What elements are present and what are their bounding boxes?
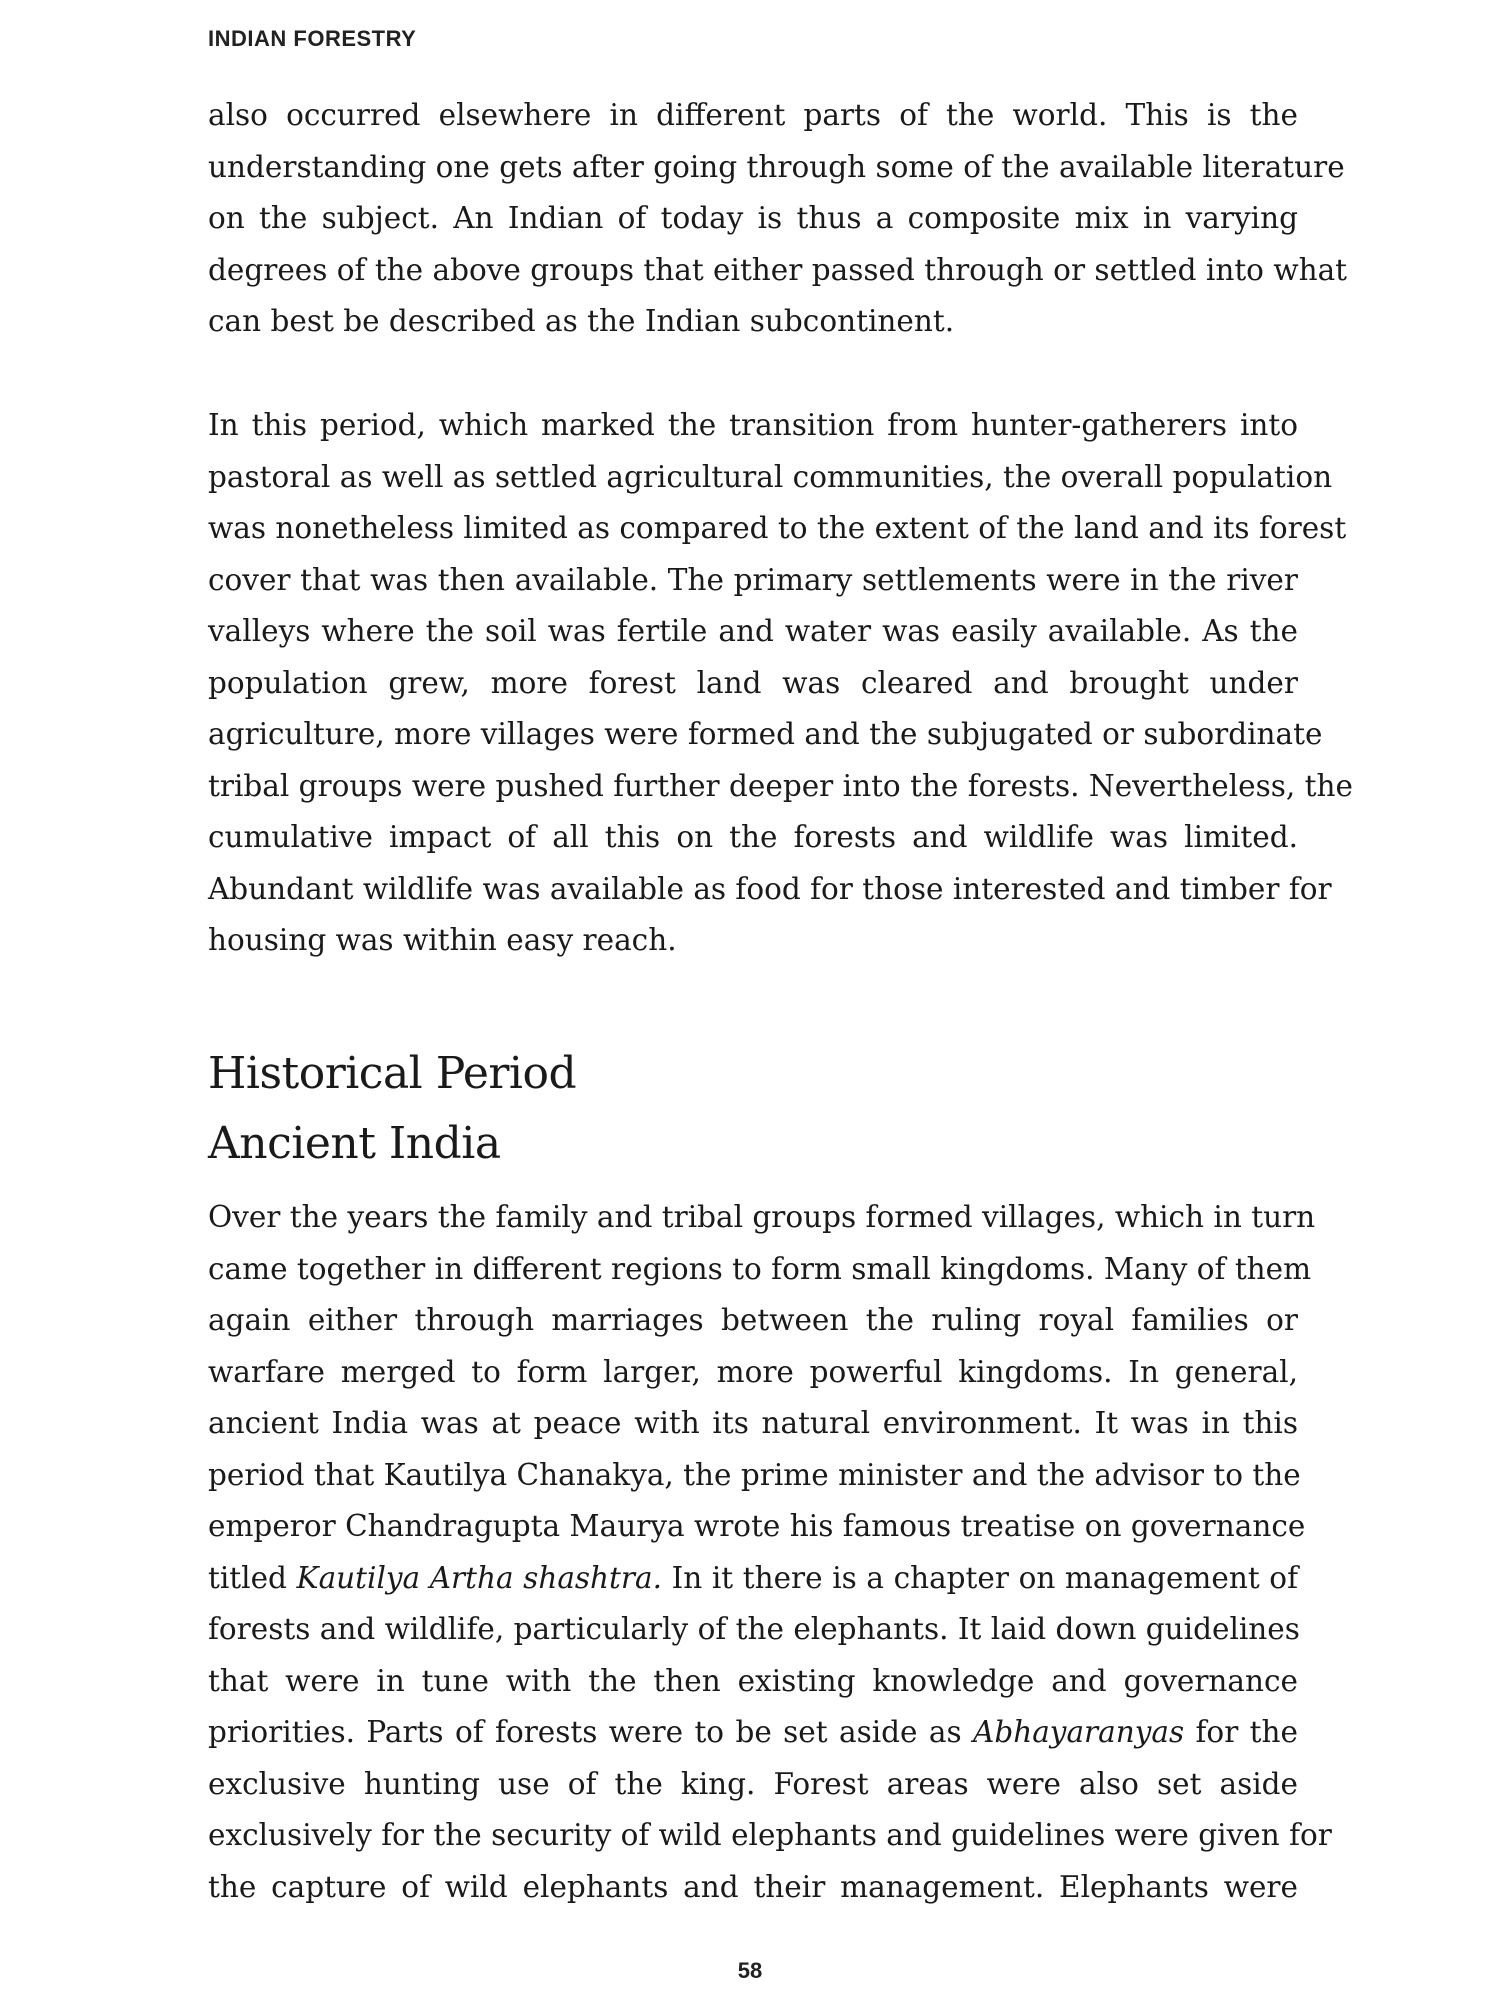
text-line: Abundant wildlife was available as food for those interested and timber for — [208, 871, 1332, 906]
text-line: Over the years the family and tribal groups formed villages, which in turn — [208, 1200, 1316, 1234]
text-line: the capture of wild elephants and their management. Elephants were — [208, 1869, 1298, 1904]
text-line: on the subject. An Indian of today is thus a composite mix in varying — [208, 201, 1298, 235]
paragraph-2 — [208, 400, 1353, 967]
text-line: exclusively for the security of wild elephants and guidelines were given for — [208, 1818, 1332, 1852]
paragraph-3 — [208, 1192, 1332, 1913]
text-line: that were in tune with the then existing knowledge and governance — [208, 1663, 1298, 1698]
text-line: pastoral as well as settled agricultural communities, the overall population — [208, 459, 1333, 494]
text-line: In this period, which marked the transition from hunter-gatherers into — [208, 408, 1298, 442]
text-line: valleys where the soil was fertile and water was easily available. As the — [208, 614, 1298, 648]
text-line: population grew, more forest land was cleared and brought under — [208, 665, 1298, 700]
italic-term: Abhayaranyas — [973, 1715, 1185, 1749]
text-line: agriculture, more villages were formed and the subjugated or subordinate — [208, 717, 1323, 751]
text-line — [208, 1707, 1298, 1759]
text-line: period that Kautilya Chanakya, the prime minister and the advisor to the — [208, 1457, 1301, 1492]
text-line: also occurred elsewhere in different parts of the world. This is the — [208, 98, 1298, 132]
text-segment: titled — [208, 1560, 297, 1595]
text-line — [208, 1553, 1298, 1605]
text-line: can best be described as the Indian subcontinent. — [208, 304, 955, 338]
section-heading: Historical Period — [208, 1048, 577, 1099]
text-segment: for the — [1184, 1715, 1298, 1749]
text-line: cumulative impact of all this on the forests and wildlife was limited. — [208, 820, 1298, 854]
text-segment: priorities. Parts of forests were to be set aside as — [208, 1715, 974, 1749]
text-line: cover that was then available. The primary settlements were in the river — [208, 562, 1298, 597]
text-line: housing was within easy reach. — [208, 923, 677, 957]
text-line: exclusive hunting use of the king. Forest areas were also set aside — [208, 1766, 1298, 1801]
text-line: understanding one gets after going through some of the available literature — [208, 149, 1345, 184]
italic-title: Kautilya Artha shashtra. — [296, 1560, 662, 1595]
text-line: came together in different regions to form small kingdoms. Many of them — [208, 1251, 1312, 1286]
text-line: again either through marriages between the ruling royal families or — [208, 1303, 1298, 1337]
text-line: degrees of the above groups that either passed through or settled into what — [208, 252, 1348, 287]
paragraph-1 — [208, 90, 1348, 348]
text-line: tribal groups were pushed further deeper into the forests. Nevertheless, the — [208, 768, 1353, 803]
text-line: forests and wildlife, particularly of the elephants. It laid down guidelines — [208, 1612, 1300, 1646]
text-line: emperor Chandragupta Maurya wrote his famous treatise on governance — [208, 1509, 1306, 1543]
page-number: 58 — [737, 1958, 763, 1983]
text-line: was nonetheless limited as compared to the extent of the land and its forest — [208, 511, 1347, 545]
text-line: warfare merged to form larger, more powerful kingdoms. In general, — [208, 1354, 1298, 1389]
text-line: ancient India was at peace with its natural environment. It was in this — [208, 1406, 1298, 1440]
running-head: INDIAN FORESTRY — [208, 26, 417, 51]
text-segment: In it there is a chapter on management of — [661, 1560, 1298, 1595]
subsection-heading: Ancient India — [208, 1118, 501, 1169]
